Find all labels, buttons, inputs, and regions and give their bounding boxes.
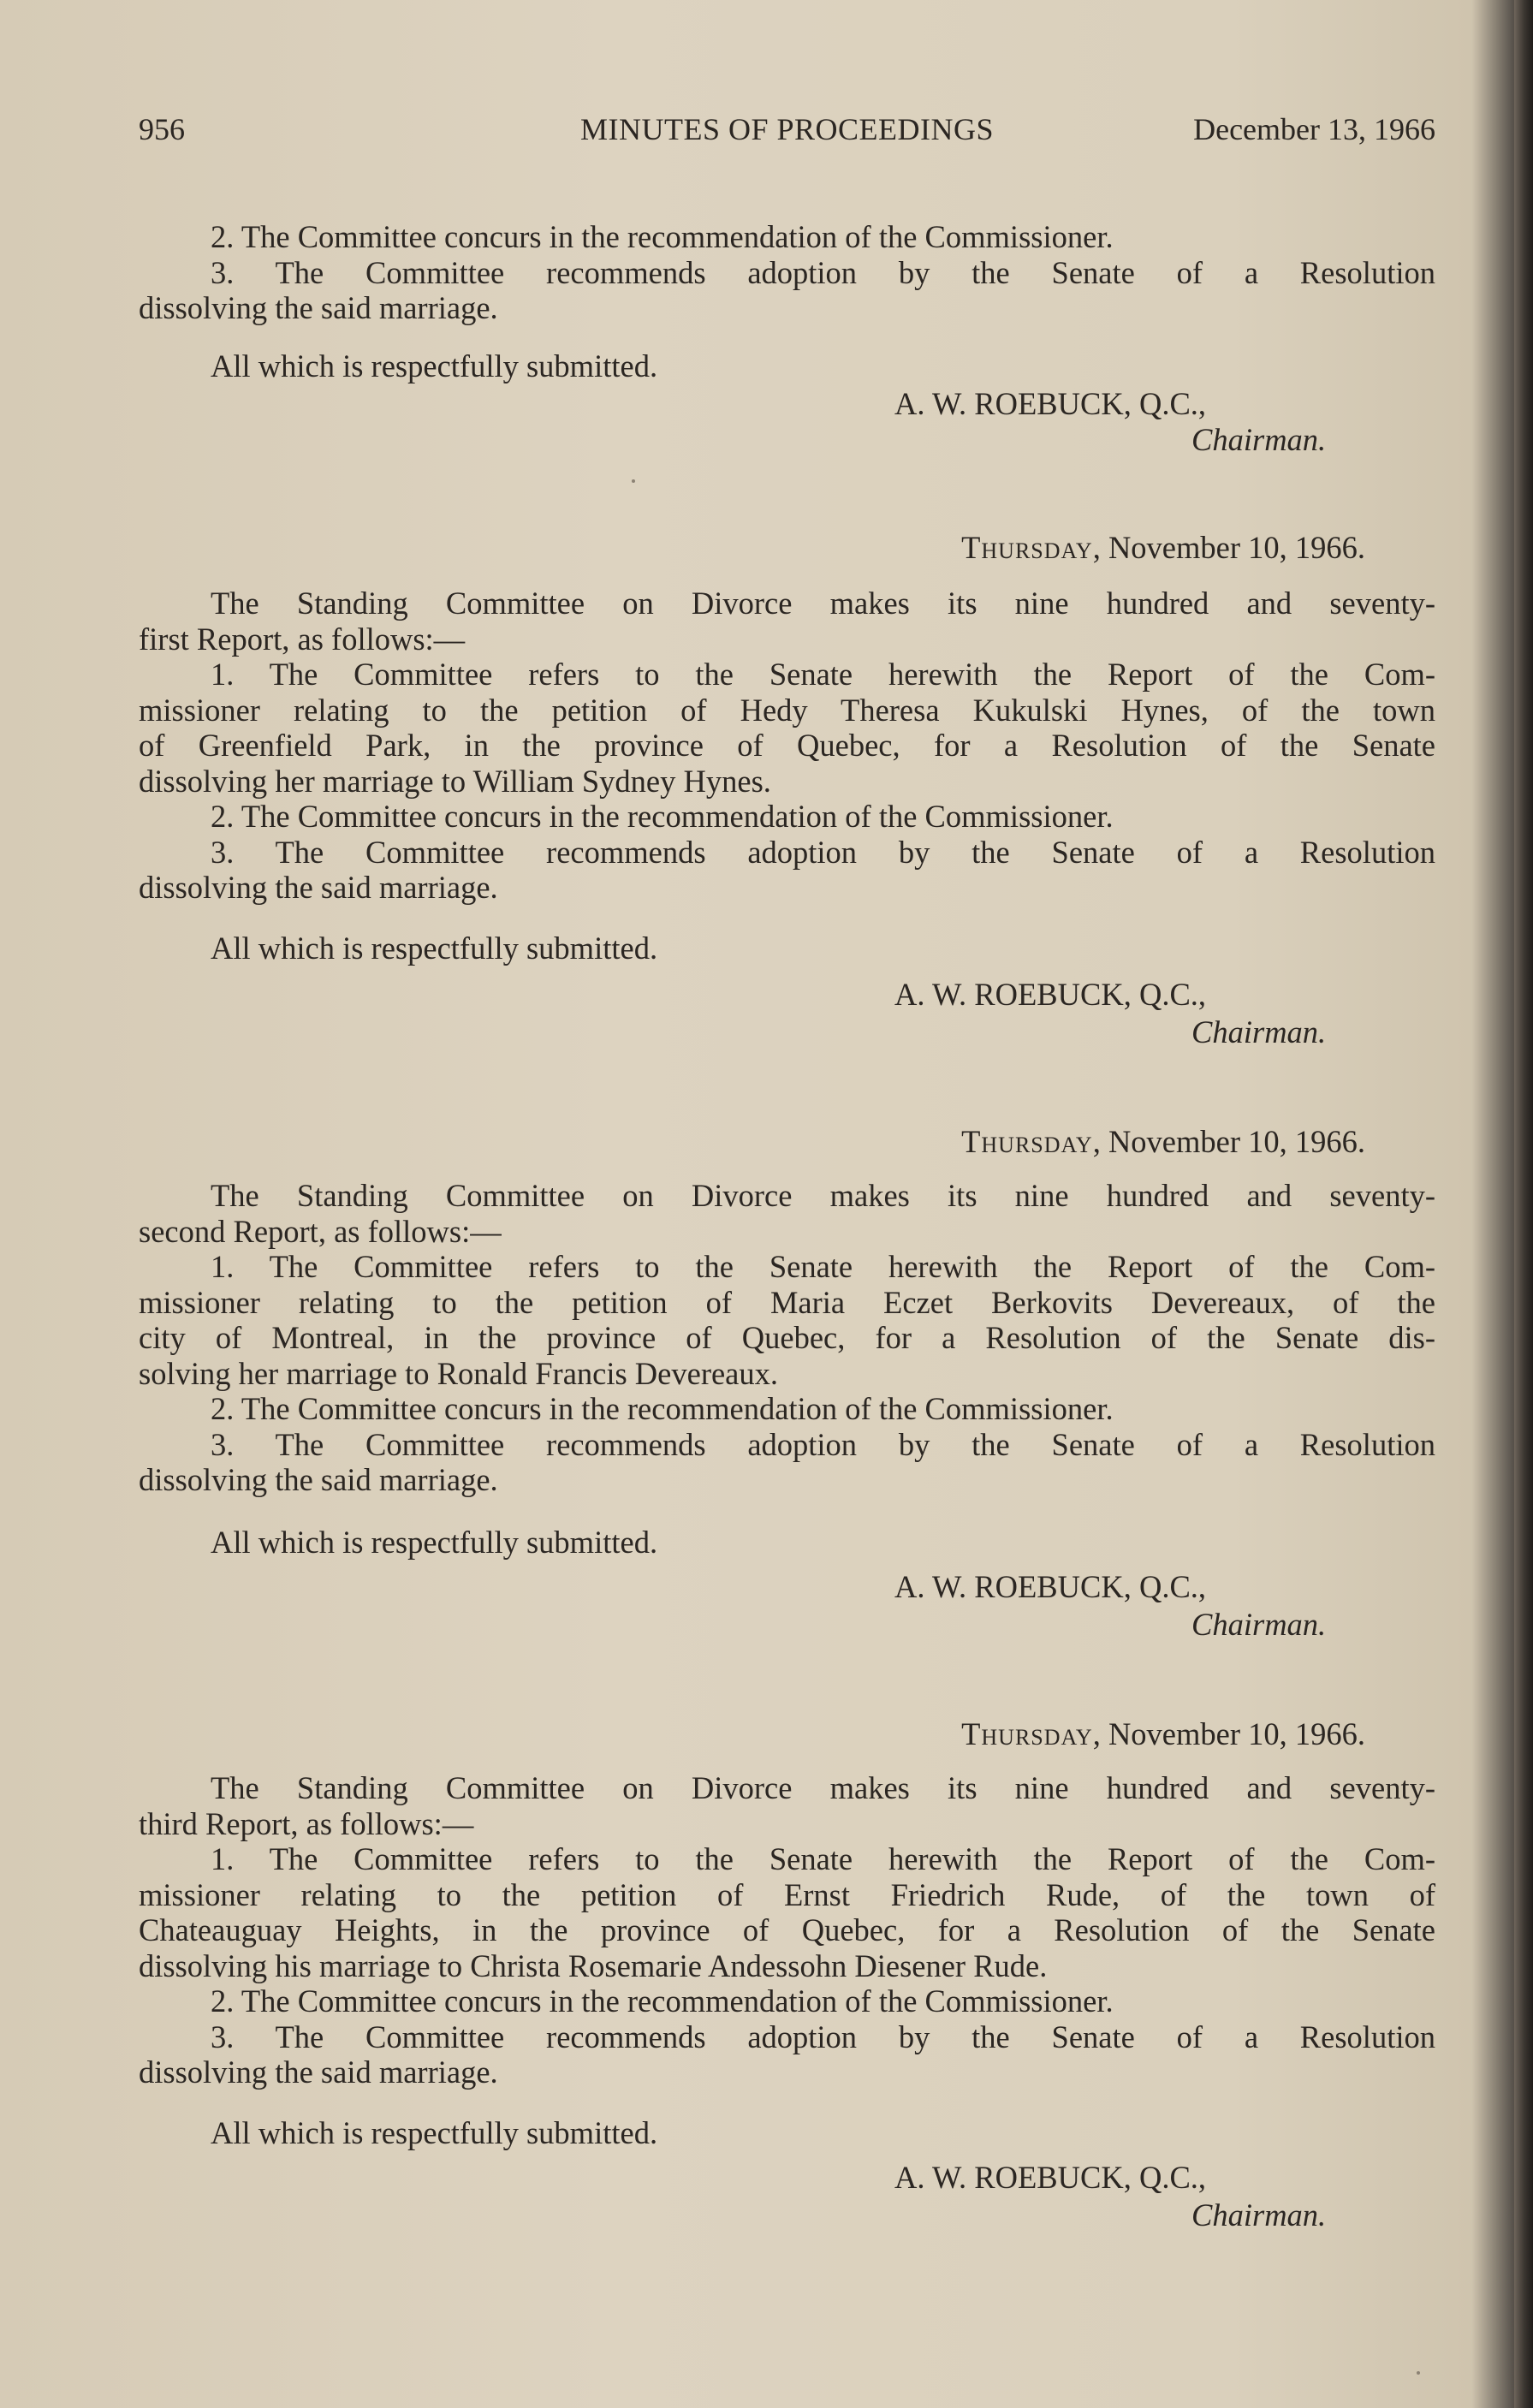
intro-line: The Standing Committee on Divorce makes its nine hundred and seventy- (211, 1770, 1435, 1805)
book-binding-edge (1514, 0, 1533, 2408)
intro-line: third Report, as follows:— (139, 1805, 474, 1841)
paragraph-3-line: 3. The Committee recommends adoption by the Senate of a Resolution (211, 834, 1435, 870)
paragraph-2: 2. The Committee concurs in the recommendation of the Commissioner. (211, 1983, 1114, 2019)
report-section (139, 586, 1435, 906)
paragraph-1-line: 1. The Committee refers to the Senate herewith the Report of the Com- (211, 1249, 1435, 1284)
submitted-line: All which is respectfully submitted. (211, 930, 658, 966)
paragraph-3-line: dissolving the said marriage. (139, 1462, 498, 1497)
paragraph-1-line: Chateauguay Heights, in the province of Quebec, for a Resolution of the Senate (139, 1912, 1435, 1947)
paragraph-1-line: 1. The Committee refers to the Senate herewith the Report of the Com- (211, 1841, 1435, 1876)
paper-fleck (632, 479, 635, 483)
section-dateline (0, 529, 1365, 567)
paragraph-1-line: missioner relating to the petition of Ernst Friedrich Rude, of the town of (139, 1876, 1435, 1912)
paragraph-1-line: missioner relating to the petition of Maria Eczet Berkovits Devereaux, of the (139, 1284, 1435, 1320)
chairman-title: Chairman. (1191, 1607, 1327, 1642)
signer-name: A. W. ROEBUCK, Q.C., (894, 386, 1207, 421)
signer-name: A. W. ROEBUCK, Q.C., (894, 977, 1207, 1012)
intro-line: second Report, as follows:— (139, 1213, 502, 1249)
intro-line: The Standing Committee on Divorce makes its nine hundred and seventy- (211, 586, 1435, 621)
section-dateline (0, 1123, 1365, 1161)
paragraph-1-line: missioner relating to the petition of Hedy Theresa Kukulski Hynes, of the town (139, 692, 1435, 728)
chairman-title: Chairman. (1191, 422, 1327, 457)
paragraph-3-line: dissolving the said marriage. (139, 290, 498, 325)
dateline-day: Thursday (961, 530, 1093, 565)
section-dateline (0, 1715, 1365, 1753)
dateline-date: , November 10, 1966. (1092, 530, 1365, 565)
page-number: 956 (139, 112, 185, 146)
paragraph-2: 2. The Committee concurs in the recommendation of the Commissioner. (211, 1391, 1114, 1426)
intro-line: The Standing Committee on Divorce makes its nine hundred and seventy- (211, 1178, 1435, 1213)
dateline-day: Thursday (961, 1124, 1093, 1159)
signer-name: A. W. ROEBUCK, Q.C., (894, 1569, 1207, 1604)
page-header (139, 106, 1435, 152)
chairman-title: Chairman. (1191, 2197, 1327, 2233)
paragraph-1-line: of Greenfield Park, in the province of Quebec, for a Resolution of the Senate (139, 728, 1435, 763)
header-date: December 13, 1966 (1193, 112, 1435, 146)
dateline-date: , November 10, 1966. (1092, 1716, 1365, 1751)
submitted-line: All which is respectfully submitted. (211, 1525, 658, 1560)
paper-fleck (1417, 2371, 1420, 2375)
paragraph-2: 2. The Committee concurs in the recommendation of the Commissioner. (211, 219, 1114, 254)
chairman-title: Chairman. (1191, 1014, 1327, 1049)
running-title: MINUTES OF PROCEEDINGS (579, 112, 995, 146)
paragraph-1-line: city of Montreal, in the province of Quebec, for a Resolution of the Senate dis- (139, 1320, 1435, 1355)
paragraph-3-line: 3. The Committee recommends adoption by the Senate of a Resolution (211, 254, 1435, 290)
paragraph-1-line: 1. The Committee refers to the Senate herewith the Report of the Com- (211, 657, 1435, 692)
paragraph-1-line: solving her marriage to Ronald Francis Devereaux. (139, 1355, 779, 1391)
paragraph-2: 2. The Committee concurs in the recommendation of the Commissioner. (211, 799, 1114, 834)
report-section (139, 1770, 1435, 2090)
paragraph-3-line: dissolving the said marriage. (139, 870, 498, 905)
signer-name: A. W. ROEBUCK, Q.C., (894, 2160, 1207, 2195)
section-continuation (139, 219, 1435, 326)
paragraph-3-line: dissolving the said marriage. (139, 2054, 498, 2090)
paragraph-3-line: 3. The Committee recommends adoption by the Senate of a Resolution (211, 2019, 1435, 2054)
submitted-line: All which is respectfully submitted. (211, 348, 658, 383)
intro-line: first Report, as follows:— (139, 621, 466, 657)
paragraph-3-line: 3. The Committee recommends adoption by the Senate of a Resolution (211, 1426, 1435, 1462)
paragraph-1-line: dissolving his marriage to Christa Rosemarie Andessohn Diesener Rude. (139, 1947, 1048, 1983)
dateline-date: , November 10, 1966. (1092, 1124, 1365, 1159)
dateline-day: Thursday (961, 1716, 1093, 1751)
report-section (139, 1178, 1435, 1498)
paragraph-1-line: dissolving her marriage to William Sydney Hynes. (139, 763, 771, 799)
submitted-line: All which is respectfully submitted. (211, 2115, 658, 2150)
